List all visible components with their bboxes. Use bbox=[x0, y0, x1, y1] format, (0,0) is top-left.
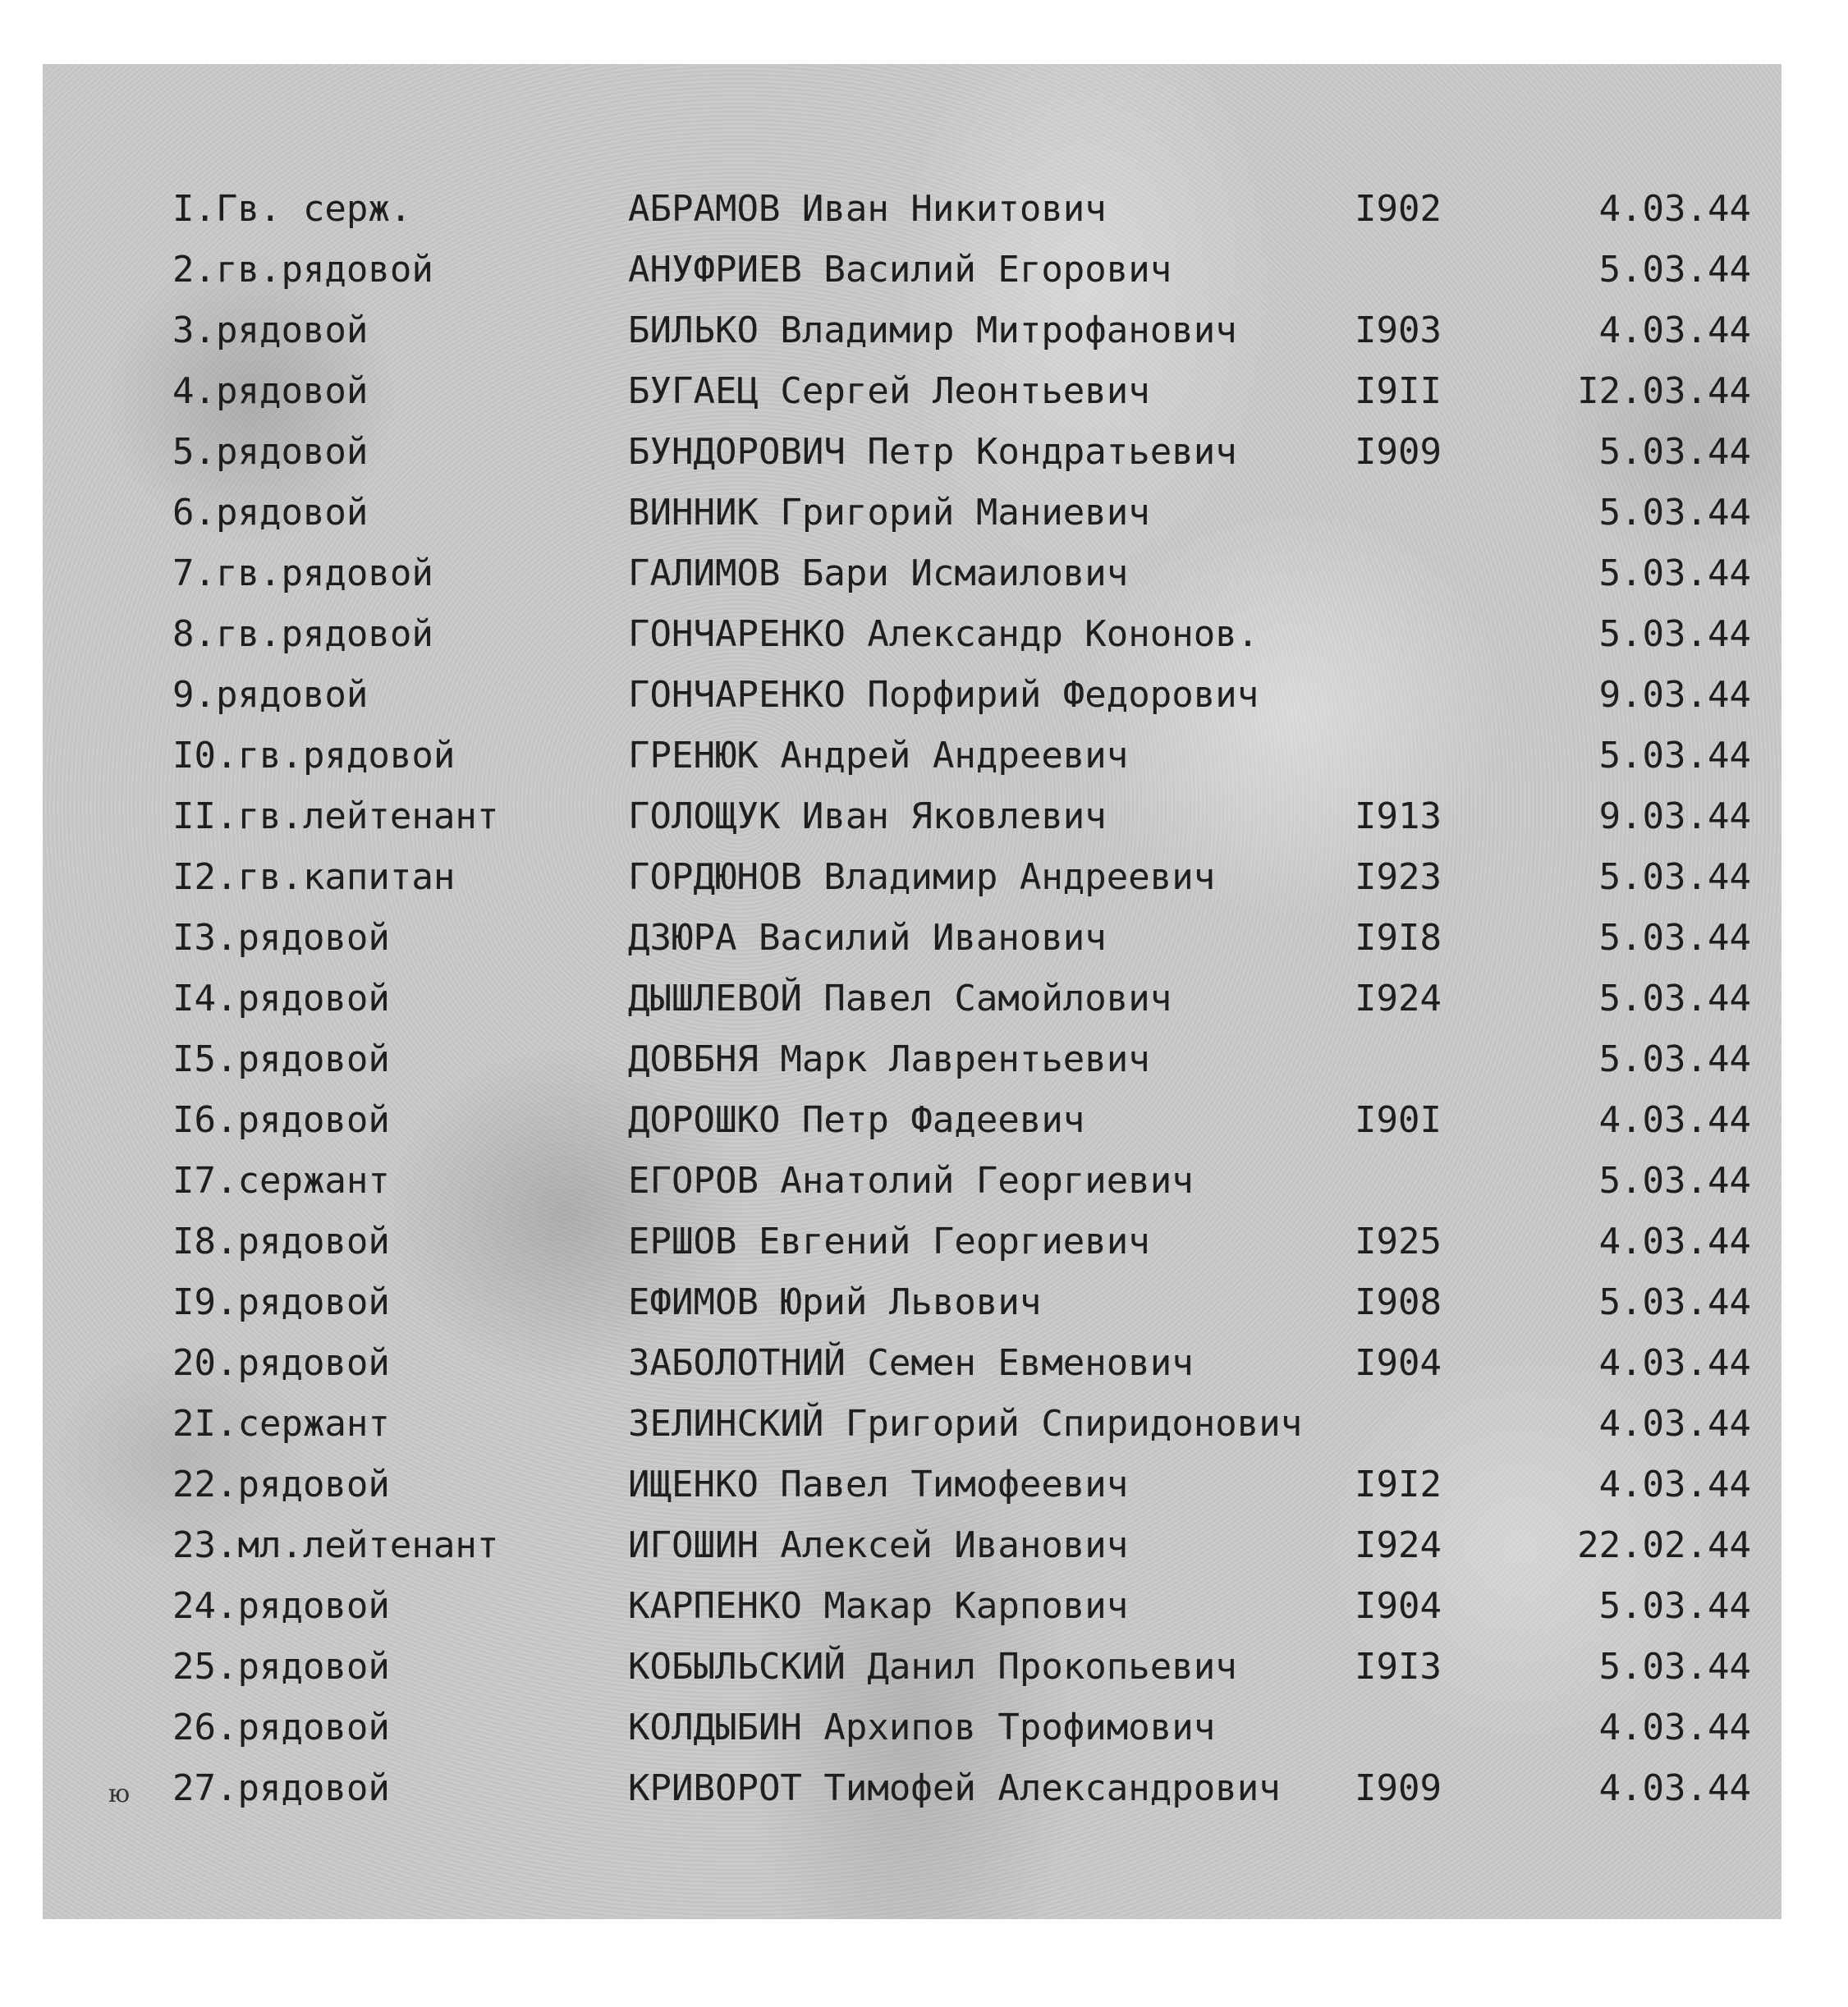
roster-row bbox=[0, 1278, 1848, 1327]
full-name: ГОНЧАРЕНКО Александр Кононов. bbox=[628, 613, 1259, 655]
roster-row bbox=[0, 671, 1848, 720]
rank: 23.мл.лейтенант bbox=[172, 1524, 499, 1566]
rank: I9.рядовой bbox=[172, 1281, 390, 1323]
birth-year: I902 bbox=[1355, 188, 1442, 230]
date: 5.03.44 bbox=[1598, 1585, 1751, 1627]
rank: 4.рядовой bbox=[172, 370, 369, 412]
rank: I5.рядовой bbox=[172, 1038, 390, 1080]
roster-row bbox=[0, 428, 1848, 477]
roster-row bbox=[0, 1643, 1848, 1692]
rank: 26.рядовой bbox=[172, 1707, 390, 1748]
birth-year: I9I2 bbox=[1355, 1464, 1442, 1505]
date: I2.03.44 bbox=[1577, 370, 1751, 412]
birth-year: I913 bbox=[1355, 795, 1442, 837]
date: 9.03.44 bbox=[1598, 674, 1751, 716]
roster-row bbox=[0, 792, 1848, 841]
birth-year: I903 bbox=[1355, 309, 1442, 351]
birth-year: I924 bbox=[1355, 978, 1442, 1020]
full-name: БУНДОРОВИЧ Петр Кондратьевич bbox=[628, 431, 1237, 473]
date: 5.03.44 bbox=[1598, 1281, 1751, 1323]
full-name: ДЫШЛЕВОЙ Павел Самойлович bbox=[628, 978, 1172, 1020]
full-name: КАРПЕНКО Макар Карпович bbox=[628, 1585, 1129, 1627]
full-name: ДЗЮРА Василий Иванович bbox=[628, 917, 1107, 959]
roster-row bbox=[0, 245, 1848, 295]
date: 5.03.44 bbox=[1598, 431, 1751, 473]
full-name: ГОРДЮНОВ Владимир Андреевич bbox=[628, 856, 1216, 898]
full-name: ДОВБНЯ Марк Лаврентьевич bbox=[628, 1038, 1150, 1080]
date: 4.03.44 bbox=[1598, 1464, 1751, 1505]
date: 4.03.44 bbox=[1598, 188, 1751, 230]
rank: I2.гв.капитан bbox=[172, 856, 456, 898]
rank: I4.рядовой bbox=[172, 978, 390, 1020]
date: 5.03.44 bbox=[1598, 735, 1751, 777]
roster-row bbox=[0, 185, 1848, 234]
roster-row bbox=[0, 1035, 1848, 1084]
birth-year: I908 bbox=[1355, 1281, 1442, 1323]
full-name: ЗАБОЛОТНИЙ Семен Евменович bbox=[628, 1342, 1194, 1384]
roster-row bbox=[0, 488, 1848, 538]
birth-year: I9I3 bbox=[1355, 1646, 1442, 1688]
roster-row bbox=[0, 367, 1848, 416]
birth-year: I9I8 bbox=[1355, 917, 1442, 959]
date: 4.03.44 bbox=[1598, 1403, 1751, 1445]
date: 5.03.44 bbox=[1598, 613, 1751, 655]
full-name: ЕГОРОВ Анатолий Георгиевич bbox=[628, 1160, 1194, 1202]
full-name: ЗЕЛИНСКИЙ Григорий Спиридонович bbox=[628, 1403, 1303, 1445]
date: 22.02.44 bbox=[1577, 1524, 1751, 1566]
roster-row bbox=[0, 853, 1848, 902]
full-name: ЕФИМОВ Юрий Львович bbox=[628, 1281, 1042, 1323]
date: 5.03.44 bbox=[1598, 856, 1751, 898]
date: 5.03.44 bbox=[1598, 492, 1751, 534]
date: 5.03.44 bbox=[1598, 249, 1751, 291]
date: 4.03.44 bbox=[1598, 1099, 1751, 1141]
date: 5.03.44 bbox=[1598, 1160, 1751, 1202]
full-name: ДОРОШКО Петр Фадеевич bbox=[628, 1099, 1085, 1141]
roster-row bbox=[0, 1703, 1848, 1753]
full-name: ИЩЕНКО Павел Тимофеевич bbox=[628, 1464, 1129, 1505]
full-name: КРИВОРОТ Тимофей Александрович bbox=[628, 1767, 1281, 1809]
roster-row bbox=[0, 1339, 1848, 1388]
full-name: ГРЕНЮК Андрей Андреевич bbox=[628, 735, 1129, 777]
roster-row bbox=[0, 306, 1848, 355]
birth-year: I90I bbox=[1355, 1099, 1442, 1141]
birth-year: I904 bbox=[1355, 1585, 1442, 1627]
rank: I0.гв.рядовой bbox=[172, 735, 456, 777]
roster-row bbox=[0, 1217, 1848, 1267]
full-name: ГОЛОЩУК Иван Яковлевич bbox=[628, 795, 1107, 837]
date: 4.03.44 bbox=[1598, 1707, 1751, 1748]
rank: 3.рядовой bbox=[172, 309, 369, 351]
full-name: ГОНЧАРЕНКО Порфирий Федорович bbox=[628, 674, 1259, 716]
birth-year: I923 bbox=[1355, 856, 1442, 898]
date: 5.03.44 bbox=[1598, 552, 1751, 594]
rank: 2I.сержант bbox=[172, 1403, 390, 1445]
rank: 9.рядовой bbox=[172, 674, 369, 716]
date: 9.03.44 bbox=[1598, 795, 1751, 837]
rank: 22.рядовой bbox=[172, 1464, 390, 1505]
roster-row bbox=[0, 549, 1848, 598]
date: 5.03.44 bbox=[1598, 978, 1751, 1020]
rank: 20.рядовой bbox=[172, 1342, 390, 1384]
roster-row bbox=[0, 1096, 1848, 1145]
full-name: КОЛДЫБИН Архипов Трофимович bbox=[628, 1707, 1216, 1748]
date: 4.03.44 bbox=[1598, 1767, 1751, 1809]
birth-year: I925 bbox=[1355, 1221, 1442, 1262]
margin-mark: ю bbox=[108, 1780, 131, 1808]
roster-row bbox=[0, 610, 1848, 659]
roster-row bbox=[0, 1764, 1848, 1813]
rank: I8.рядовой bbox=[172, 1221, 390, 1262]
date: 4.03.44 bbox=[1598, 1342, 1751, 1384]
rank: 25.рядовой bbox=[172, 1646, 390, 1688]
rank: I6.рядовой bbox=[172, 1099, 390, 1141]
roster-row bbox=[0, 1521, 1848, 1570]
roster-row bbox=[0, 914, 1848, 963]
birth-year: I924 bbox=[1355, 1524, 1442, 1566]
birth-year: I9II bbox=[1355, 370, 1442, 412]
rank: 2.гв.рядовой bbox=[172, 249, 433, 291]
rank: II.гв.лейтенант bbox=[172, 795, 499, 837]
rank: 6.рядовой bbox=[172, 492, 369, 534]
rank: 8.гв.рядовой bbox=[172, 613, 433, 655]
full-name: АБРАМОВ Иван Никитович bbox=[628, 188, 1107, 230]
full-name: ВИННИК Григорий Маниевич bbox=[628, 492, 1150, 534]
full-name: КОБЫЛЬСКИЙ Данил Прокопьевич bbox=[628, 1646, 1237, 1688]
rank: 7.гв.рядовой bbox=[172, 552, 433, 594]
date: 5.03.44 bbox=[1598, 1038, 1751, 1080]
roster-row bbox=[0, 974, 1848, 1024]
birth-year: I909 bbox=[1355, 1767, 1442, 1809]
date: 4.03.44 bbox=[1598, 1221, 1751, 1262]
full-name: БИЛЬКО Владимир Митрофанович bbox=[628, 309, 1237, 351]
roster-row bbox=[0, 1157, 1848, 1206]
date: 4.03.44 bbox=[1598, 309, 1751, 351]
roster-row bbox=[0, 731, 1848, 781]
roster-row bbox=[0, 1460, 1848, 1510]
full-name: БУГАЕЦ Сергей Леонтьевич bbox=[628, 370, 1150, 412]
full-name: ИГОШИН Алексей Иванович bbox=[628, 1524, 1129, 1566]
rank: I.Гв. серж. bbox=[172, 188, 412, 230]
birth-year: I904 bbox=[1355, 1342, 1442, 1384]
rank: 27.рядовой bbox=[172, 1767, 390, 1809]
rank: I3.рядовой bbox=[172, 917, 390, 959]
birth-year: I909 bbox=[1355, 431, 1442, 473]
rank: 5.рядовой bbox=[172, 431, 369, 473]
full-name: АНУФРИЕВ Василий Егорович bbox=[628, 249, 1172, 291]
roster-row bbox=[0, 1400, 1848, 1449]
rank: 24.рядовой bbox=[172, 1585, 390, 1627]
full-name: ГАЛИМОВ Бари Исмаилович bbox=[628, 552, 1129, 594]
date: 5.03.44 bbox=[1598, 1646, 1751, 1688]
full-name: ЕРШОВ Евгений Георгиевич bbox=[628, 1221, 1150, 1262]
date: 5.03.44 bbox=[1598, 917, 1751, 959]
rank: I7.сержант bbox=[172, 1160, 390, 1202]
roster-row bbox=[0, 1582, 1848, 1631]
